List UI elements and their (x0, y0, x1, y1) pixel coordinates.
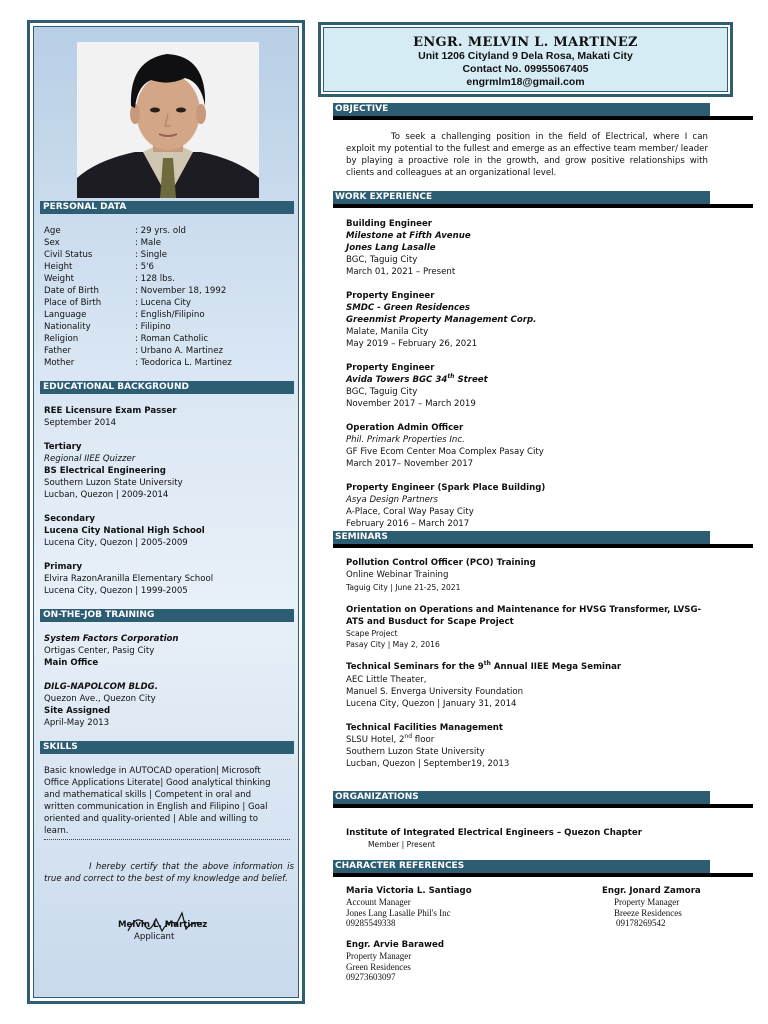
job-line-text: Avida Towers BGC 34 (346, 375, 448, 385)
job-location: BGC, Taguig City (346, 255, 418, 265)
tertiary-place: Lucban, Quezon | 2009-2014 (44, 490, 169, 500)
personal-data-value: : Filipino (135, 322, 171, 332)
resume-header-inner (323, 27, 728, 92)
job-line: Phil. Primark Properties Inc. (346, 435, 465, 445)
personal-data-key: Weight (44, 274, 74, 284)
primary-school: Elvira RazonAranilla Elementary School (44, 574, 214, 584)
secondary-place: Lucena City, Quezon | 2005-2009 (44, 538, 188, 548)
seminar-line: Pasay City | May 2, 2016 (346, 640, 440, 649)
skills-line: learn. (44, 826, 69, 836)
reference-phone: 09273603097 (346, 972, 396, 982)
personal-data-row (44, 273, 175, 285)
skills-text (44, 765, 294, 837)
ojt-company-2: DILG-NAPOLCOM BLDG. (44, 682, 158, 692)
ree-date: September 2014 (44, 418, 117, 428)
job-role: Property Engineer (Spark Place Building) (346, 483, 546, 493)
job-line (346, 374, 488, 386)
personal-data-key: Place of Birth (44, 298, 102, 308)
personal-data-row (44, 309, 205, 321)
organization-status: Member | Present (368, 840, 436, 849)
seminar-title (346, 661, 621, 673)
personal-data-row (44, 297, 191, 309)
personal-data-key: Mother (44, 358, 75, 368)
personal-data-row (44, 249, 167, 261)
primary-label: Primary (44, 562, 83, 572)
ojt-company-1: System Factors Corporation (44, 634, 179, 644)
job-date: February 2016 – March 2017 (346, 519, 470, 529)
reference-org: Green Residences (346, 962, 411, 972)
personal-data-row (44, 321, 171, 333)
job-line: Jones Lang Lasalle (346, 243, 436, 253)
seminar-line: Lucban, Quezon | September19, 2013 (346, 759, 510, 769)
reference-position: Property Manager (346, 951, 412, 961)
tertiary-label: Tertiary (44, 442, 82, 452)
job-line: Greenmist Property Management Corp. (346, 315, 537, 325)
job-role: Operation Admin Officer (346, 423, 464, 433)
seminar-line-text: floor (412, 735, 435, 745)
section-title: EDUCATIONAL BACKGROUND (43, 382, 189, 392)
personal-data-value: : November 18, 1992 (135, 286, 227, 296)
job-line: Asya Design Partners (346, 495, 438, 505)
reference-org: Breeze Residences (614, 908, 682, 918)
reference-name: Engr. Jonard Zamora (602, 886, 701, 896)
skills-line: and mathematical skills | Competent in oral and (44, 790, 252, 800)
personal-data-key: Date of Birth (44, 286, 99, 296)
reference-phone: 09178269542 (616, 918, 666, 928)
job-date: March 01, 2021 – Present (346, 267, 456, 277)
address: Unit 1206 Cityland 9 Dela Rosa, Makati City (418, 50, 633, 62)
seminar-line: Southern Luzon State University (346, 747, 485, 757)
job-location: GF Five Ecom Center Moa Complex Pasay City (346, 447, 544, 457)
personal-data-value: : 5'6 (135, 262, 154, 272)
job-line-text: Street (454, 375, 488, 385)
reference-name: Maria Victoria L. Santiago (346, 886, 472, 896)
personal-data-key: Nationality (44, 322, 91, 332)
seminar-title: ATS and Busduct for Scape Project (346, 617, 514, 627)
seminar-line-text: SLSU Hotel, 2 (346, 735, 405, 745)
section-title: PERSONAL DATA (43, 202, 127, 212)
divider (44, 839, 290, 840)
reference-org: Jones Lang Lasalle Phil's Inc (346, 908, 451, 918)
left-panel-inner (33, 26, 299, 998)
personal-data-key: Civil Status (44, 250, 93, 260)
signer-role: Applicant (134, 932, 175, 942)
personal-data-value: : Roman Catholic (135, 334, 209, 344)
section-header-seminars (333, 531, 710, 544)
personal-data-value: : Urbano A. Martinez (135, 346, 224, 356)
secondary-label: Secondary (44, 514, 95, 524)
organization-name: Institute of Integrated Electrical Engineers – Quezon Chapter (346, 828, 642, 838)
skills-line: Basic knowledge in AUTOCAD operation| Microsoft (44, 766, 261, 776)
tertiary-award: Regional IIEE Quizzer (44, 454, 136, 464)
reference-position: Property Manager (614, 897, 680, 907)
section-title: OBJECTIVE (335, 104, 389, 114)
skills-line: oriented and quality-oriented | Able and willing to (44, 814, 259, 824)
job-date: March 2017– November 2017 (346, 459, 474, 469)
section-title: WORK EXPERIENCE (335, 192, 433, 202)
seminar-line: Taguig City | June 21-25, 2021 (346, 583, 461, 592)
personal-data-row (44, 333, 208, 345)
job-location: A-Place, Coral Way Pasay City (346, 507, 474, 517)
seminar-title: Pollution Control Officer (PCO) Training (346, 558, 536, 568)
personal-data-key: Father (44, 346, 72, 356)
certification-text: I hereby certify that the above information is true and correct to the best of my knowledge and belief. (44, 862, 294, 884)
section-header-skills (40, 741, 294, 754)
skills-line: Office Applications Literate| Good analytical thinking (44, 778, 271, 788)
section-header-personal-data (40, 201, 294, 214)
personal-data-key: Sex (44, 238, 60, 248)
reference-phone: 09285549338 (346, 918, 396, 928)
personal-data-value: : Lucena City (135, 298, 192, 308)
personal-data-row (44, 225, 186, 237)
section-title: SEMINARS (335, 532, 388, 542)
personal-data-row (44, 345, 223, 357)
reference-name: Engr. Arvie Barawed (346, 940, 444, 950)
job-date: November 2017 – March 2019 (346, 399, 476, 409)
ojt-role-2: Site Assigned (44, 706, 111, 716)
superscript: th (447, 373, 455, 381)
ojt-place-2: Quezon Ave., Quezon City (44, 694, 156, 704)
section-header-references (333, 860, 710, 873)
personal-data-row (44, 285, 226, 297)
seminar-line: Scape Project (346, 629, 398, 638)
ree-label: REE Licensure Exam Passer (44, 406, 177, 416)
job-role: Property Engineer (346, 363, 435, 373)
seminar-title-text: Annual IIEE Mega Seminar (490, 662, 622, 672)
seminar-line (346, 734, 434, 746)
seminar-line: AEC Little Theater, (346, 675, 427, 685)
profile-photo (77, 42, 259, 198)
job-date: May 2019 – February 26, 2021 (346, 339, 478, 349)
section-title: CHARACTER REFERENCES (335, 861, 465, 871)
signer-name: Melvin L. Martinez (118, 920, 208, 930)
seminar-title-text: Technical Seminars for the 9 (346, 662, 484, 672)
section-title: ON-THE-JOB TRAINING (43, 610, 155, 620)
tertiary-degree: BS Electrical Engineering (44, 466, 166, 476)
tertiary-school: Southern Luzon State University (44, 478, 183, 488)
resume-header (318, 22, 733, 97)
objective-text: To seek a challenging position in the field of Electrical, where I can exploit my potential to the fullest and emerge as an effective team member/ leader by playing a proactive role in the growth, and grow positive relationships with clients and colleagues at an organizational level. (346, 132, 708, 178)
seminar-line: Online Webinar Training (346, 570, 449, 580)
reference-position: Account Manager (346, 897, 411, 907)
personal-data-value: : Male (135, 238, 161, 248)
seminar-line: Lucena City, Quezon | January 31, 2014 (346, 699, 517, 709)
personal-data-key: Language (44, 310, 87, 320)
primary-place: Lucena City, Quezon | 1999-2005 (44, 586, 188, 596)
personal-data-row (44, 237, 161, 249)
job-location: Malate, Manila City (346, 327, 429, 337)
personal-data-row (44, 357, 232, 369)
skills-line: written communication in English and Filipino | Goal (44, 802, 268, 812)
personal-data-key: Religion (44, 334, 79, 344)
section-header-organizations (333, 791, 710, 804)
job-role: Property Engineer (346, 291, 435, 301)
personal-data-value: : 128 lbs. (135, 274, 175, 284)
superscript: nd (404, 733, 413, 741)
email: engrmlm18@gmail.com (466, 76, 585, 88)
ojt-date-2: April-May 2013 (44, 718, 110, 728)
personal-data-key: Height (44, 262, 73, 272)
seminar-title: Orientation on Operations and Maintenance for HVSG Transformer, LVSG- (346, 605, 702, 615)
contact-number: Contact No. 09955067405 (462, 63, 589, 75)
job-line: SMDC - Green Residences (346, 303, 471, 313)
personal-data-value: : English/Filipino (135, 310, 205, 320)
job-line: Milestone at Fifth Avenue (346, 231, 471, 241)
applicant-name: ENGR. MELVIN L. MARTINEZ (413, 35, 638, 50)
personal-data-value: : 29 yrs. old (135, 226, 186, 236)
section-header-ojt (40, 609, 294, 622)
ojt-place-1: Ortigas Center, Pasig City (44, 646, 155, 656)
seminar-line: Manuel S. Enverga University Foundation (346, 687, 524, 697)
left-panel (27, 20, 305, 1004)
seminar-title: Technical Facilities Management (346, 723, 503, 733)
personal-data-value: : Single (135, 250, 168, 260)
section-header-education (40, 381, 294, 394)
section-header-objective (333, 103, 710, 116)
section-title: SKILLS (43, 742, 78, 752)
secondary-school: Lucena City National High School (44, 526, 205, 536)
job-location: BGC, Taguig City (346, 387, 418, 397)
job-role: Building Engineer (346, 219, 433, 229)
personal-data-key: Age (44, 226, 61, 236)
personal-data-value: : Teodorica L. Martinez (135, 358, 232, 368)
section-header-work (333, 191, 710, 204)
ojt-role-1: Main Office (44, 658, 99, 668)
personal-data-row (44, 261, 154, 273)
section-title: ORGANIZATIONS (335, 792, 419, 802)
superscript: th (483, 660, 491, 668)
